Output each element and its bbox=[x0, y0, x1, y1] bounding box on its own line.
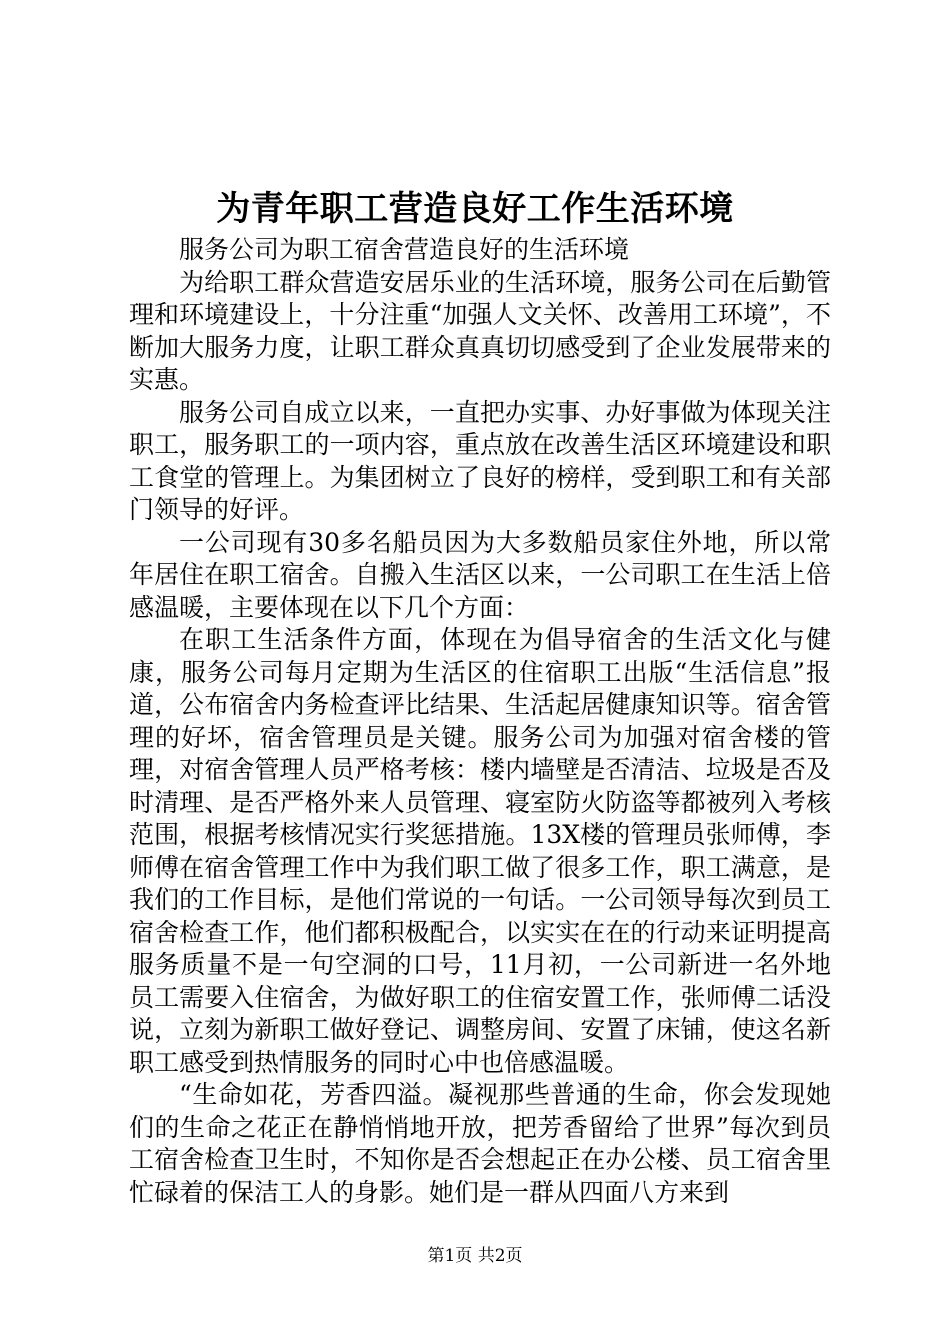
paragraph-service-company: 服务公司自成立以来，一直把办实事、办好事做为体现关注职工，服务职工的一项内容，重点放在改善生活区环境建设和职工食堂的管理上。为集团树立了良好的榜样，受到职工和有关部门领导的好评。 bbox=[129, 397, 831, 524]
paragraph-intro: 为给职工群众营造安居乐业的生活环境，服务公司在后勤管理和环境建设上，十分注重“加强人文关怀、改善用工环境”，不断加大服务力度，让职工群众真真切切感受到了企业发展带来的实惠。 bbox=[129, 267, 831, 394]
paragraph-cleaning-staff: “生命如花，芳香四溢。凝视那些普通的生命，你会发现她们的生命之花正在静悄悄地开放，把芳香留给了世界”每次到员工宿舍检查卫生时，不知你是否会想起正在办公楼、员工宿舍里忙碌着的保洁工人的身影。她们是一群从四面八方来到 bbox=[129, 1080, 831, 1207]
document-body bbox=[129, 234, 831, 1209]
paragraph-subtitle: 服务公司为职工宿舍营造良好的生活环境 bbox=[179, 235, 630, 264]
paragraph-crew-housing: 一公司现有30多名船员因为大多数船员家住外地，所以常年居住在职工宿舍。自搬入生活区以来，一公司职工在生活上倍感温暖，主要体现在以下几个方面： bbox=[129, 527, 831, 622]
paragraph-living-conditions: 在职工生活条件方面，体现在为倡导宿舍的生活文化与健康，服务公司每月定期为生活区的住宿职工出版“生活信息”报道，公布宿舍内务检查评比结果、生活起居健康知识等。宿舍管理的好坏，宿舍管理员是关键。服务公司为加强对宿舍楼的管理，对宿舍管理人员严格考核：楼内墙壁是否清洁、垃圾是否及时清理、是否严格外来人员管理、寝室防火防盗等都被列入考核范围，根据考核情况实行奖惩措施。13X楼的管理员张师傅，李师傅在宿舍管理工作中为我们职工做了很多工作，职工满意，是我们的工作目标，是他们常说的一句话。一公司领导每次到员工宿舍检查工作，他们都积极配合，以实实在在的行动来证明提高服务质量不是一句空洞的口号，11月初，一公司新进一名外地员工需要入住宿舍，为做好职工的住宿安置工作，张师傅二话没说，立刻为新职工做好登记、调整房间、安置了床铺，使这名新职工感受到热情服务的同时心中也倍感温暖。 bbox=[129, 625, 831, 1077]
page-number-footer: 第1页 共2页 bbox=[427, 1246, 523, 1266]
document-title: 为青年职工营造良好工作生活环境 bbox=[216, 189, 734, 229]
